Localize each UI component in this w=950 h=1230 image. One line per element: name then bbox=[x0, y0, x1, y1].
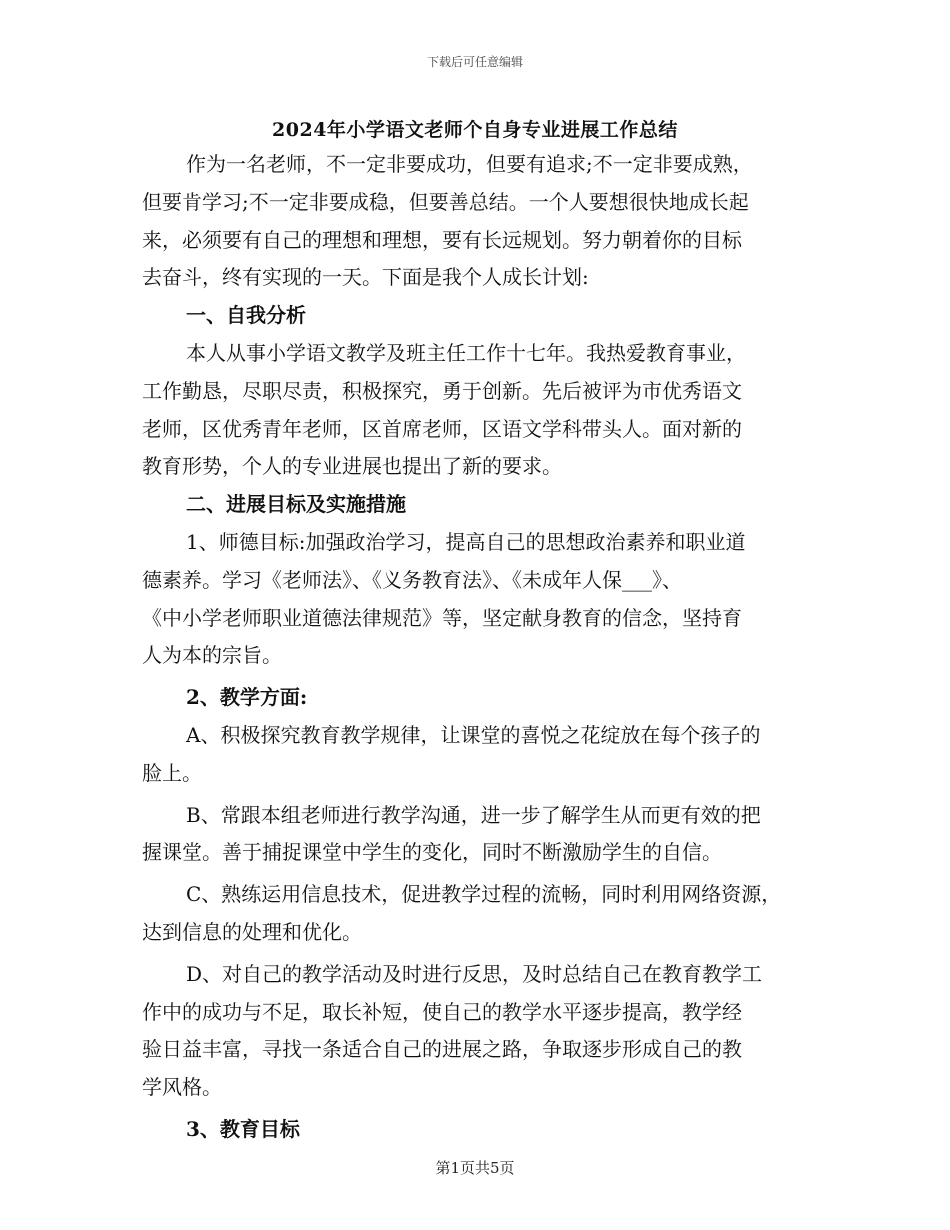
document-body bbox=[142, 146, 818, 1149]
paragraph-line: 教育形势，个人的专业进展也提出了新的要求。 bbox=[142, 454, 562, 479]
paragraph-line: 工作勤恳，尽职尽责，积极探究，勇于创新。先后被评为市优秀语文 bbox=[142, 378, 742, 403]
paragraph-line: 人为本的宗旨。 bbox=[142, 643, 282, 668]
page-footer: 第1页共5页 bbox=[435, 1159, 515, 1177]
paragraph-line: 老师，区优秀青年老师，区首席老师，区语文学科带头人。面对新的 bbox=[142, 416, 742, 441]
paragraph-line: C、熟练运用信息技术，促进教学过程的流畅，同时利用网络资源， bbox=[186, 882, 782, 907]
document-title: 2024年小学语文老师个自身专业进展工作总结 bbox=[272, 119, 678, 141]
paragraph-line: 学风格。 bbox=[142, 1075, 222, 1100]
paragraph-line: B、常跟本组老师进行教学沟通，进一步了解学生从而更有效的把 bbox=[186, 802, 761, 827]
paragraph-line: 作为一名老师，不一定非要成功，但要有追求;不一定非要成熟， bbox=[186, 152, 753, 176]
paragraph-line: A、积极探究教育教学规律，让课堂的喜悦之花绽放在每个孩子的 bbox=[186, 722, 761, 747]
paragraph-line: 验日益丰富，寻找一条适合自己的进展之路，争取逐步形成自己的教 bbox=[142, 1037, 742, 1062]
paragraph-line: 本人从事小学语文教学及班主任工作十七年。我热爱教育事业， bbox=[186, 340, 746, 365]
paragraph-line: 但要肯学习;不一定非要成稳，但要善总结。一个人要想很快地成长起 bbox=[142, 189, 749, 214]
paragraph-line: 作中的成功与不足，取长补短，使自己的教学水平逐步提高，教学经 bbox=[142, 999, 742, 1024]
paragraph-line: 达到信息的处理和优化。 bbox=[142, 919, 362, 944]
paragraph-line: 来，必须要有自己的理想和理想，要有长远规划。努力朝着你的目标 bbox=[142, 227, 742, 252]
section-heading: 一、自我分析 bbox=[186, 303, 306, 328]
paragraph-line: 1、师德目标:加强政治学习，提高自己的思想政治素养和职业道 bbox=[186, 529, 746, 554]
header-note: 下载后可任意编辑 bbox=[426, 55, 523, 69]
subsection-heading: 3、教育目标 bbox=[186, 1116, 300, 1141]
paragraph-line: 去奋斗，终有实现的一天。下面是我个人成长计划: bbox=[142, 265, 589, 290]
paragraph-line: 德素养。学习《老师法》、《义务教育法》、《未成年人保___》、 bbox=[142, 567, 682, 592]
paragraph-line: 握课堂。善于捕捉课堂中学生的变化，同时不断激励学生的自信。 bbox=[142, 840, 722, 865]
section-heading: 二、进展目标及实施措施 bbox=[186, 492, 406, 517]
paragraph-line: 《中小学老师职业道德法律规范》等，坚定献身教育的信念，坚持育 bbox=[142, 605, 742, 630]
subsection-heading: 2、教学方面: bbox=[186, 685, 308, 710]
paragraph-line: D、对自己的教学活动及时进行反思，及时总结自己在教育教学工 bbox=[186, 961, 763, 986]
paragraph-line: 脸上。 bbox=[142, 760, 202, 785]
